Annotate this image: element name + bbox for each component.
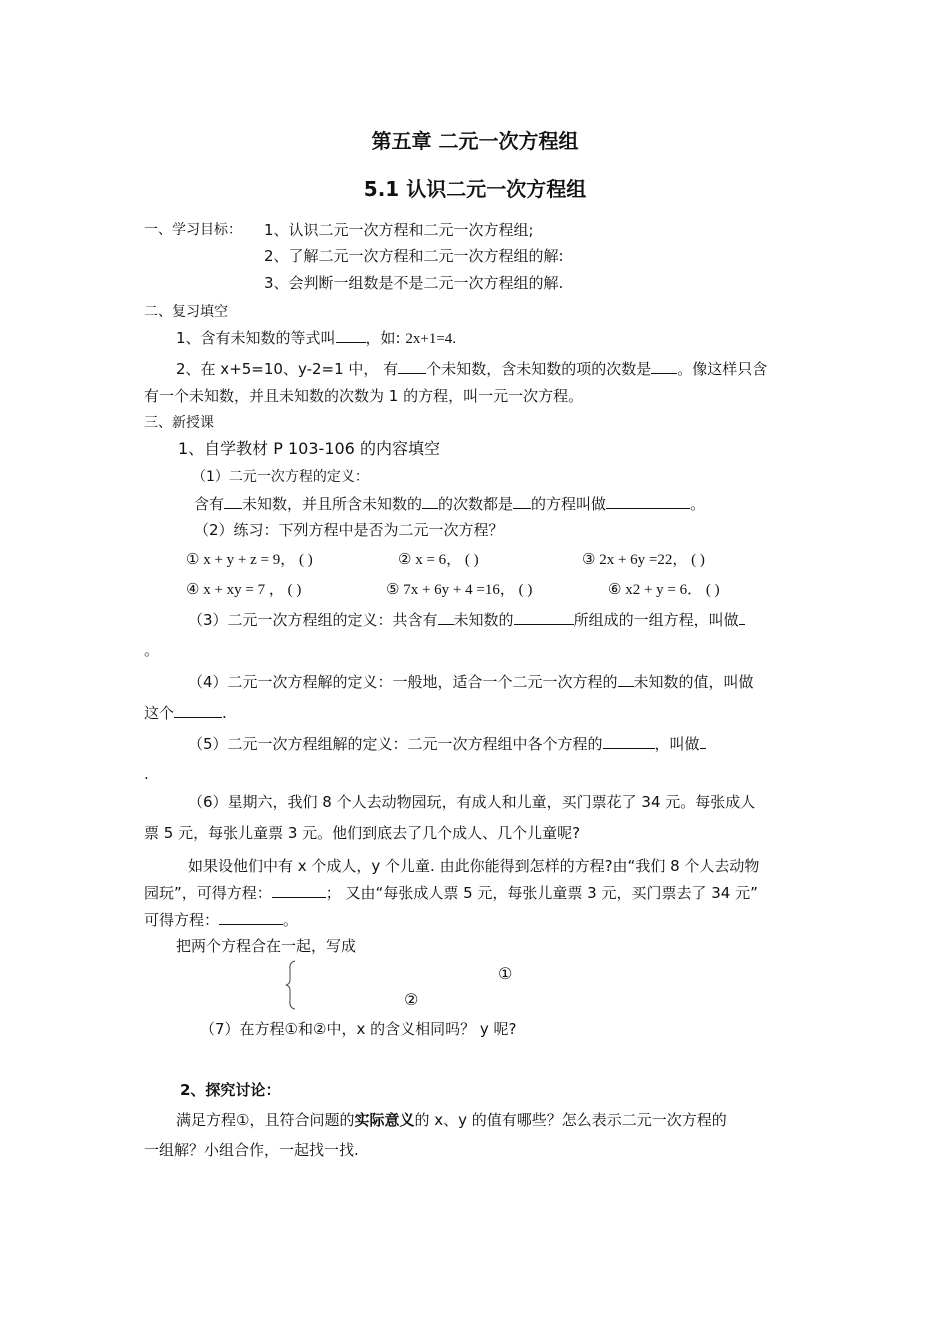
def4-line2 [144, 703, 227, 723]
exercise-item: ① x + y + z = 9， ( ) [186, 552, 313, 568]
discussion-text: 的 x、y 的值有哪些？怎么表示二元一次方程的 [414, 1111, 727, 1129]
def4-text: （4）二元一次方程解的定义：一般地，适合一个二元一次方程的 [188, 673, 618, 691]
fill-blank[interactable] [651, 359, 677, 374]
fill-blank[interactable] [398, 359, 426, 374]
part2-title: 2、探究讨论： [180, 1081, 281, 1099]
page-title: 第五章 二元一次方程组 [371, 129, 579, 153]
fill-blank[interactable] [438, 610, 454, 625]
def1-line [194, 494, 705, 514]
q6-text: 。 [283, 911, 299, 929]
review-q2-line2: 有一个未知数，并且未知数的次数为 1 的方程，叫一元一次方程。 [144, 387, 584, 405]
q6-line3: 如果设他们中有 x 个成人，y 个儿童. 由此你能得到怎样的方程?由“我们 8 个人去动物 [188, 857, 760, 875]
def1-text: 的方程叫做 [531, 495, 607, 513]
discussion-line2: 一组解？小组合作，一起找一找. [144, 1141, 359, 1159]
q6-text: ； 又由“每张成人票 5 元，每张儿童票 3 元，买门票去了 34 元” [325, 884, 758, 902]
part1-title: 1、自学教材 P 103-106 的内容填空 [178, 439, 440, 458]
q6-line5 [144, 910, 298, 930]
def3-text: （3）二元一次方程组的定义：共含有 [188, 611, 438, 629]
def1-text: 含有 [194, 495, 225, 513]
brace-icon [284, 960, 298, 1010]
def3-text: 未知数的 [453, 611, 514, 629]
new-heading: 三、新授课 [144, 415, 214, 431]
fill-blank[interactable] [603, 734, 655, 749]
fill-blank[interactable] [174, 703, 222, 718]
def5-end: . [144, 765, 149, 783]
def1-label: （1）二元一次方程的定义： [192, 469, 369, 485]
q6-line4 [144, 883, 758, 903]
fill-blank[interactable] [514, 610, 574, 625]
def4-text: 未知数的值，叫做 [633, 673, 754, 691]
exercise-item: ② x = 6， ( ) [398, 552, 479, 568]
review-q1 [176, 328, 456, 349]
equation-marker: ② [404, 990, 419, 1009]
discussion-line1 [176, 1110, 727, 1130]
goals-heading: 一、学习目标： [144, 222, 242, 238]
fill-blank[interactable] [219, 910, 283, 925]
exercise-label: （2）练习：下列方程中是否为二元一次方程？ [194, 521, 504, 539]
def1-text: 的次数都是 [438, 495, 514, 513]
exercise-item: ⑤ 7x + 6y + 4 =16， ( ) [386, 582, 533, 598]
exercise-item: ③ 2x + 6y =22， ( ) [582, 552, 705, 568]
def5-text: （5）二元一次方程组解的定义：二元一次方程组中各个方程的 [188, 735, 603, 753]
def3-text: 所组成的一组方程，叫做 [573, 611, 739, 629]
combine-text: 把两个方程合在一起，写成 [176, 937, 357, 955]
review-q1-text: 1、含有未知数的等式叫 [176, 329, 336, 347]
fill-blank[interactable] [224, 494, 242, 509]
review-heading: 二、复习填空 [144, 304, 228, 320]
q6-line1: （6）星期六，我们 8 个人去动物园玩，有成人和儿童，买门票花了 34 元。每张成人 [188, 793, 756, 811]
def1-text: 未知数，并且所含未知数的 [242, 495, 423, 513]
goal-item: 1、认识二元一次方程和二元一次方程组; [264, 221, 534, 239]
q6-text: 可得方程： [144, 911, 220, 929]
def5-text: ，叫做 [654, 735, 700, 753]
review-q2-text: 。像这样只含 [677, 360, 768, 378]
q6-text: 园玩”，可得方程： [144, 884, 272, 902]
fill-blank[interactable] [739, 610, 745, 625]
fill-blank[interactable] [422, 494, 438, 509]
review-q2-text: 个未知数，含未知数的项的次数是 [426, 360, 652, 378]
discussion-emphasis: 实际意义 [354, 1111, 415, 1129]
def1-text: 。 [690, 495, 706, 513]
review-q1-equation: 2x+1=4. [405, 331, 457, 347]
review-q2-text: 2、在 x+5=10、y-2=1 中， 有 [176, 360, 399, 378]
def3-end: 。 [144, 641, 160, 659]
def5-line [188, 734, 706, 754]
def4-text: 这个 [144, 704, 175, 722]
fill-blank[interactable] [606, 494, 690, 509]
review-q1-text: ，如: [365, 329, 401, 347]
review-q2 [176, 359, 767, 379]
goal-item: 2、了解二元一次方程和二元一次方程组的解: [264, 247, 564, 265]
goal-item: 3、会判断一组数是不是二元一次方程组的解. [264, 274, 564, 292]
def4-line [188, 672, 754, 692]
equation-marker: ① [498, 964, 513, 983]
fill-blank[interactable] [700, 734, 706, 749]
exercise-item: ⑥ x2 + y = 6． ( ) [608, 582, 720, 598]
q7: （7）在方程①和②中，x 的含义相同吗？ y 呢? [200, 1020, 517, 1038]
def4-text: . [222, 704, 227, 722]
discussion-text: 满足方程①，且符合问题的 [176, 1111, 355, 1129]
page-subtitle: 5.1 认识二元一次方程组 [363, 177, 587, 201]
q6-line2: 票 5 元，每张儿童票 3 元。他们到底去了几个成人、几个儿童呢? [144, 824, 581, 842]
fill-blank[interactable] [272, 883, 326, 898]
exercise-item: ④ x + xy = 7 ， ( ) [186, 582, 302, 598]
def3-line [188, 610, 745, 630]
fill-blank[interactable] [336, 328, 366, 343]
fill-blank[interactable] [618, 672, 634, 687]
fill-blank[interactable] [513, 494, 531, 509]
